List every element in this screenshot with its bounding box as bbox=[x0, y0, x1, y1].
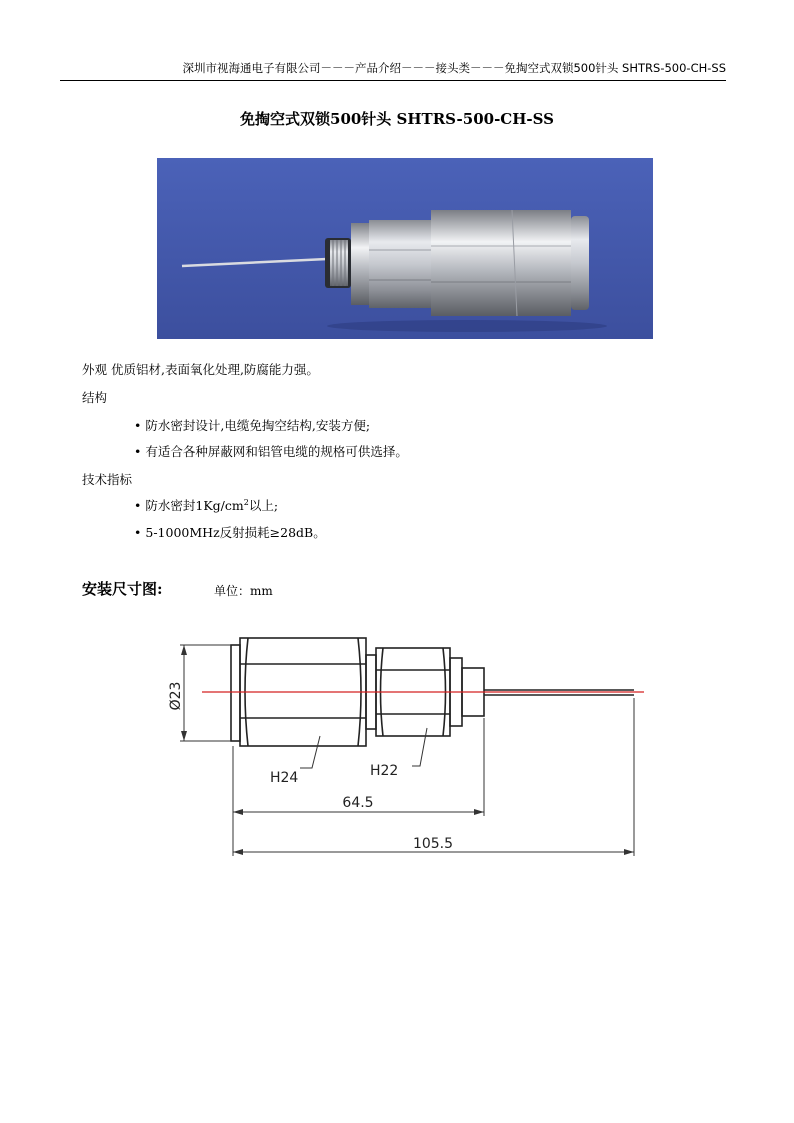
specs-item-1: • 防水密封$1Kg/cm^2$以上; bbox=[134, 497, 279, 513]
bullet-icon: • bbox=[134, 418, 142, 433]
structure-item-1: • 防水密封设计,电缆免掏空结构,安装方便; bbox=[134, 418, 371, 433]
diameter-label: Ø23 bbox=[168, 681, 184, 711]
structure-item-2: • 有适合各种屏蔽网和铝管电缆的规格可供选择。 bbox=[134, 444, 408, 459]
header-divider bbox=[60, 80, 726, 81]
hex-small-label: H22 bbox=[370, 763, 399, 779]
product-photo bbox=[157, 158, 653, 339]
length-total-label: 105.5 bbox=[412, 836, 454, 852]
bullet-icon: • bbox=[134, 498, 142, 513]
specs-heading: 技术指标 bbox=[82, 472, 133, 487]
specs-item-2: • 5-1000MHz反射损耗≥28dB。 bbox=[134, 525, 326, 540]
product-title: 免掏空式双锁500针头 SHTRS-500-CH-SS bbox=[240, 110, 554, 128]
hex-large-label: H24 bbox=[270, 770, 299, 786]
bullet-icon: • bbox=[134, 525, 142, 540]
bullet-icon: • bbox=[134, 444, 142, 459]
dimension-drawing bbox=[150, 618, 670, 868]
dimensions-unit: 单位：mm bbox=[214, 584, 273, 598]
appearance-text: 外观 优质铝材,表面氧化处理,防腐能力强。 bbox=[82, 362, 319, 377]
page-header: 深圳市视海通电子有限公司－－－产品介绍－－－接头类－－－免掏空式双锁500针头 SHTRS-500-CH-SS bbox=[182, 61, 726, 75]
length-short-label: 64.5 bbox=[342, 795, 374, 811]
dimensions-heading: 安装尺寸图: bbox=[82, 580, 163, 598]
structure-heading: 结构 bbox=[82, 390, 108, 405]
